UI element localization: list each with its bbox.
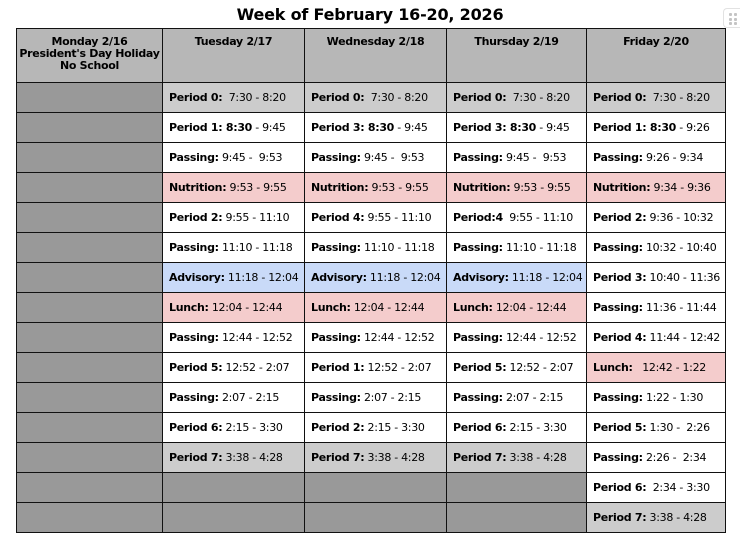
time-range: 9:45 - 9:53 — [360, 151, 425, 164]
time-range: 12:52 - 2:07 — [506, 361, 574, 374]
time-range: 11:10 - 11:18 — [502, 241, 577, 254]
period-label: Period 0: — [453, 91, 507, 104]
header-tuesday: Tuesday 2/17 — [163, 29, 305, 83]
period-label: Passing: — [453, 151, 503, 164]
period-label: Period 7: — [593, 511, 647, 524]
period-label: Period 2: — [311, 421, 365, 434]
period-label: Period 5: — [593, 421, 647, 434]
table-row — [17, 113, 726, 143]
monday-holiday-cell — [17, 383, 163, 413]
friday-cell — [587, 353, 726, 383]
period-label: Advisory: — [169, 271, 225, 284]
header-thursday: Thursday 2/19 — [447, 29, 587, 83]
tuesday-cell — [163, 233, 305, 263]
table-row — [17, 473, 726, 503]
tuesday-cell — [163, 173, 305, 203]
table-row — [17, 233, 726, 263]
monday-holiday-cell — [17, 503, 163, 533]
time-range: 11:18 - 12:04 — [366, 271, 441, 284]
tuesday-cell — [163, 473, 305, 503]
time-range: 12:04 - 12:44 — [208, 301, 283, 314]
time-range: 9:45 - 9:53 — [218, 151, 283, 164]
wednesday-cell — [305, 83, 447, 113]
period-label: Period 0: — [593, 91, 647, 104]
table-row — [17, 353, 726, 383]
time-range: 9:55 - 11:10 — [502, 211, 573, 224]
friday-cell — [587, 113, 726, 143]
time-range: 9:26 - 9:34 — [642, 151, 704, 164]
period-label: Period 3: 8:30 — [453, 121, 537, 134]
table-row — [17, 173, 726, 203]
period-label: Period 7: — [169, 451, 223, 464]
monday-holiday-cell — [17, 413, 163, 443]
time-range: 10:40 - 11:36 — [646, 271, 721, 284]
period-label: Period 1: 8:30 — [593, 121, 677, 134]
drag-handle-icon[interactable] — [723, 8, 740, 28]
wednesday-cell — [305, 113, 447, 143]
friday-cell — [587, 83, 726, 113]
period-label: Passing: — [169, 331, 219, 344]
period-label: Period 5: — [453, 361, 507, 374]
time-range: 3:38 - 4:28 — [364, 451, 425, 464]
period-label: Period:4 — [453, 211, 503, 224]
monday-holiday-cell — [17, 473, 163, 503]
thursday-cell — [447, 113, 587, 143]
time-range: 2:15 - 3:30 — [222, 421, 283, 434]
period-label: Nutrition: — [593, 181, 651, 194]
time-range: 3:38 - 4:28 — [222, 451, 283, 464]
table-row — [17, 413, 726, 443]
period-label: Passing: — [593, 301, 643, 314]
tuesday-cell — [163, 443, 305, 473]
time-range: 11:18 - 12:04 — [224, 271, 299, 284]
period-label: Period 0: — [169, 91, 223, 104]
period-label: Passing: — [593, 451, 643, 464]
friday-cell — [587, 323, 726, 353]
period-label: Period 0: — [311, 91, 365, 104]
wednesday-cell — [305, 233, 447, 263]
monday-holiday-cell — [17, 323, 163, 353]
wednesday-cell — [305, 353, 447, 383]
period-label: Nutrition: — [311, 181, 369, 194]
wednesday-cell — [305, 503, 447, 533]
period-label: Passing: — [311, 391, 361, 404]
thursday-cell — [447, 443, 587, 473]
time-range: - 9:26 — [676, 121, 710, 134]
thursday-cell — [447, 83, 587, 113]
header-monday: Monday 2/16 President's Day Holiday No School — [17, 29, 163, 83]
thursday-cell — [447, 413, 587, 443]
tuesday-cell — [163, 203, 305, 233]
table-row — [17, 443, 726, 473]
period-label: Lunch: — [453, 301, 493, 314]
table-row — [17, 203, 726, 233]
time-range: - 9:45 — [252, 121, 286, 134]
thursday-cell — [447, 293, 587, 323]
schedule-title: Week of February 16-20, 2026 — [236, 5, 504, 24]
table-row — [17, 323, 726, 353]
header-row — [17, 29, 726, 83]
header-friday: Friday 2/20 — [587, 29, 726, 83]
period-label: Lunch: — [169, 301, 209, 314]
time-range: 2:15 - 3:30 — [506, 421, 567, 434]
tuesday-cell — [163, 413, 305, 443]
wednesday-cell — [305, 173, 447, 203]
time-range: 9:53 - 9:55 — [226, 181, 287, 194]
time-range: 2:07 - 2:15 — [218, 391, 280, 404]
thursday-cell — [447, 383, 587, 413]
time-range: 12:44 - 12:52 — [502, 331, 577, 344]
monday-holiday-cell — [17, 143, 163, 173]
time-range: 7:30 - 8:20 — [506, 91, 570, 104]
time-range: 12:04 - 12:44 — [350, 301, 425, 314]
period-label: Passing: — [593, 391, 643, 404]
thursday-cell — [447, 323, 587, 353]
time-range: 9:55 - 11:10 — [364, 211, 432, 224]
time-range: 12:04 - 12:44 — [492, 301, 567, 314]
friday-cell — [587, 143, 726, 173]
table-row — [17, 263, 726, 293]
time-range: 9:45 - 9:53 — [502, 151, 567, 164]
period-label: Period 2: — [593, 211, 647, 224]
time-range: 2:07 - 2:15 — [360, 391, 422, 404]
period-label: Passing: — [311, 241, 361, 254]
monday-holiday-cell — [17, 173, 163, 203]
time-range: 9:53 - 9:55 — [510, 181, 571, 194]
period-label: Period 2: — [169, 211, 223, 224]
tuesday-cell — [163, 143, 305, 173]
monday-holiday-cell — [17, 263, 163, 293]
time-range: - 9:45 — [394, 121, 428, 134]
time-range: 9:36 - 10:32 — [646, 211, 714, 224]
table-row — [17, 83, 726, 113]
period-label: Passing: — [311, 331, 361, 344]
period-label: Period 1: 8:30 — [169, 121, 253, 134]
period-label: Period 3: — [593, 271, 647, 284]
wednesday-cell — [305, 443, 447, 473]
time-range: 12:52 - 2:07 — [222, 361, 290, 374]
monday-holiday-cell — [17, 113, 163, 143]
time-range: 11:36 - 11:44 — [642, 301, 717, 314]
thursday-cell — [447, 173, 587, 203]
monday-holiday-cell — [17, 83, 163, 113]
period-label: Passing: — [453, 331, 503, 344]
period-label: Passing: — [169, 241, 219, 254]
thursday-cell — [447, 203, 587, 233]
time-range: 3:38 - 4:28 — [506, 451, 567, 464]
friday-cell — [587, 293, 726, 323]
time-range: 11:44 - 12:42 — [646, 331, 721, 344]
time-range: 3:38 - 4:28 — [646, 511, 707, 524]
time-range: 11:18 - 12:04 — [508, 271, 583, 284]
wednesday-cell — [305, 263, 447, 293]
period-label: Period 4: — [311, 211, 365, 224]
period-label: Passing: — [453, 241, 503, 254]
monday-holiday-cell — [17, 293, 163, 323]
time-range: 2:15 - 3:30 — [364, 421, 425, 434]
time-range: - 9:45 — [536, 121, 570, 134]
period-label: Period 6: — [593, 481, 647, 494]
monday-holiday-cell — [17, 203, 163, 233]
period-label: Advisory: — [453, 271, 509, 284]
period-label: Period 3: 8:30 — [311, 121, 395, 134]
thursday-cell — [447, 263, 587, 293]
monday-holiday-cell — [17, 233, 163, 263]
wednesday-cell — [305, 293, 447, 323]
friday-cell — [587, 473, 726, 503]
friday-cell — [587, 203, 726, 233]
monday-holiday-cell — [17, 443, 163, 473]
friday-cell — [587, 173, 726, 203]
tuesday-cell — [163, 503, 305, 533]
period-label: Period 5: — [169, 361, 223, 374]
thursday-cell — [447, 233, 587, 263]
table-row — [17, 293, 726, 323]
time-range: 12:42 - 1:22 — [632, 361, 706, 374]
period-label: Period 6: — [169, 421, 223, 434]
thursday-cell — [447, 143, 587, 173]
period-label: Passing: — [311, 151, 361, 164]
friday-cell — [587, 233, 726, 263]
schedule-table — [16, 28, 726, 533]
wednesday-cell — [305, 413, 447, 443]
tuesday-cell — [163, 353, 305, 383]
tuesday-cell — [163, 113, 305, 143]
period-label: Nutrition: — [169, 181, 227, 194]
tuesday-cell — [163, 323, 305, 353]
friday-cell — [587, 503, 726, 533]
period-label: Period 7: — [453, 451, 507, 464]
time-range: 1:22 - 1:30 — [642, 391, 704, 404]
period-label: Advisory: — [311, 271, 367, 284]
period-label: Period 1: — [311, 361, 365, 374]
time-range: 11:10 - 11:18 — [360, 241, 435, 254]
period-label: Period 7: — [311, 451, 365, 464]
wednesday-cell — [305, 383, 447, 413]
wednesday-cell — [305, 323, 447, 353]
time-range: 1:30 - 2:26 — [646, 421, 710, 434]
time-range: 12:52 - 2:07 — [364, 361, 432, 374]
tuesday-cell — [163, 83, 305, 113]
time-range: 7:30 - 8:20 — [646, 91, 710, 104]
time-range: 7:30 - 8:20 — [222, 91, 286, 104]
thursday-cell — [447, 353, 587, 383]
time-range: 11:10 - 11:18 — [218, 241, 293, 254]
table-row — [17, 143, 726, 173]
time-range: 10:32 - 10:40 — [642, 241, 717, 254]
period-label: Passing: — [169, 391, 219, 404]
time-range: 9:55 - 11:10 — [222, 211, 290, 224]
tuesday-cell — [163, 263, 305, 293]
wednesday-cell — [305, 203, 447, 233]
tuesday-cell — [163, 383, 305, 413]
thursday-cell — [447, 473, 587, 503]
time-range: 7:30 - 8:20 — [364, 91, 428, 104]
friday-cell — [587, 383, 726, 413]
time-range: 9:53 - 9:55 — [368, 181, 429, 194]
period-label: Passing: — [593, 241, 643, 254]
wednesday-cell — [305, 143, 447, 173]
tuesday-cell — [163, 293, 305, 323]
header-wednesday: Wednesday 2/18 — [305, 29, 447, 83]
period-label: Nutrition: — [453, 181, 511, 194]
time-range: 2:34 - 3:30 — [646, 481, 710, 494]
period-label: Period 4: — [593, 331, 647, 344]
time-range: 2:26 - 2:34 — [642, 451, 707, 464]
period-label: Lunch: — [593, 361, 633, 374]
friday-cell — [587, 443, 726, 473]
time-range: 9:34 - 9:36 — [650, 181, 711, 194]
friday-cell — [587, 263, 726, 293]
time-range: 12:44 - 12:52 — [360, 331, 435, 344]
thursday-cell — [447, 503, 587, 533]
period-label: Passing: — [453, 391, 503, 404]
period-label: Lunch: — [311, 301, 351, 314]
table-row — [17, 383, 726, 413]
time-range: 12:44 - 12:52 — [218, 331, 293, 344]
period-label: Passing: — [593, 151, 643, 164]
friday-cell — [587, 413, 726, 443]
time-range: 2:07 - 2:15 — [502, 391, 564, 404]
table-row — [17, 503, 726, 533]
period-label: Passing: — [169, 151, 219, 164]
monday-holiday-cell — [17, 353, 163, 383]
wednesday-cell — [305, 473, 447, 503]
period-label: Period 6: — [453, 421, 507, 434]
